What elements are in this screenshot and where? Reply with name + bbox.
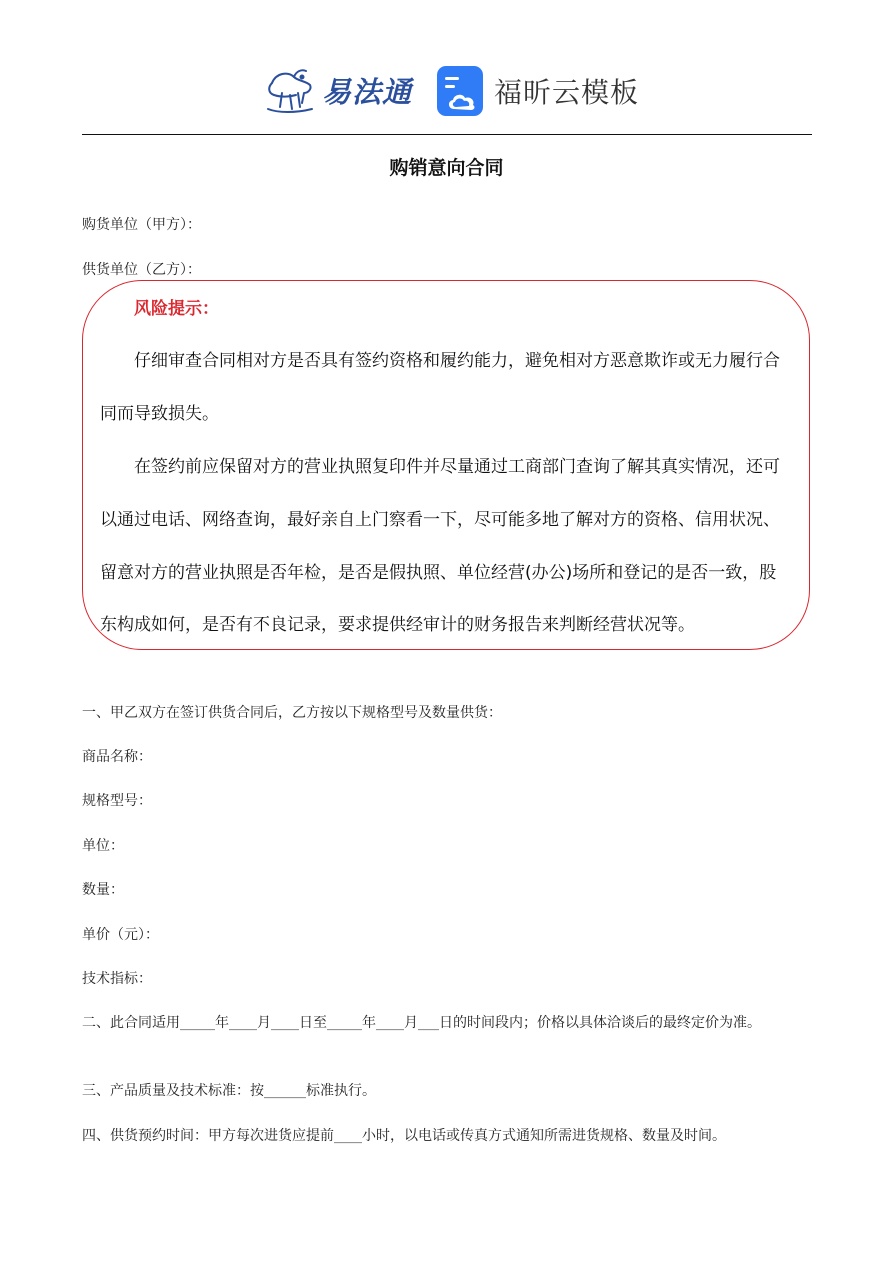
product-name-field: 商品名称： (82, 749, 152, 765)
buyer-field: 购货单位（甲方）： (82, 217, 201, 233)
horse-emblem-icon (262, 63, 320, 117)
foxit-cloud-template-logo (436, 64, 639, 118)
tech-index-field: 技术指标： (82, 971, 152, 987)
document-title: 购销意向合同 (389, 157, 504, 179)
clause-2: 二、此合同适用_____年____月____日至_____年____月___日的时间段内；价格以具体洽谈后的最终定价为准。 (82, 1015, 761, 1031)
clause-1: 一、甲乙双方在签订供货合同后，乙方按以下规格型号及数量供货： (82, 705, 502, 721)
risk-notice-title: 风险提示： (134, 299, 219, 319)
spec-model-field: 规格型号： (82, 793, 152, 809)
unit-field: 单位： (82, 838, 124, 854)
risk-paragraph-2-line: 以通过电话、网络查询，最好亲自上门察看一下，尽可能多地了解对方的资格、信用状况、 (100, 510, 780, 530)
risk-paragraph-1-line: 仔细审查合同相对方是否具有签约资格和履约能力，避免相对方恶意欺诈或无力履行合 (134, 351, 780, 371)
clause-3: 三、产品质量及技术标准：按______标准执行。 (82, 1083, 376, 1099)
header-divider (82, 134, 812, 135)
risk-paragraph-1-line: 同而导致损失。 (100, 404, 219, 424)
foxit-cloud-template-text: 福昕云模板 (494, 76, 640, 109)
quantity-field: 数量： (82, 882, 124, 898)
risk-paragraph-2-line: 在签约前应保留对方的营业执照复印件并尽量通过工商部门查询了解其真实情况，还可 (134, 457, 780, 477)
risk-paragraph-2-line: 留意对方的营业执照是否年检，是否是假执照、单位经营(办公)场所和登记的是否一致，股 (100, 563, 777, 583)
yifatong-logo-text: 易法通 (322, 74, 413, 109)
risk-paragraph-2-line: 东构成如何，是否有不良记录，要求提供经审计的财务报告来判断经营状况等。 (100, 615, 695, 635)
supplier-field: 供货单位（乙方）： (82, 262, 201, 278)
unit-price-field: 单价（元）： (82, 927, 159, 943)
cloud-document-icon (436, 65, 484, 117)
clause-4: 四、供货预约时间：甲方每次进货应提前____小时，以电话或传真方式通知所需进货规格、数量及时间。 (82, 1128, 726, 1144)
page-header (0, 56, 893, 126)
yifatong-logo (262, 62, 412, 118)
